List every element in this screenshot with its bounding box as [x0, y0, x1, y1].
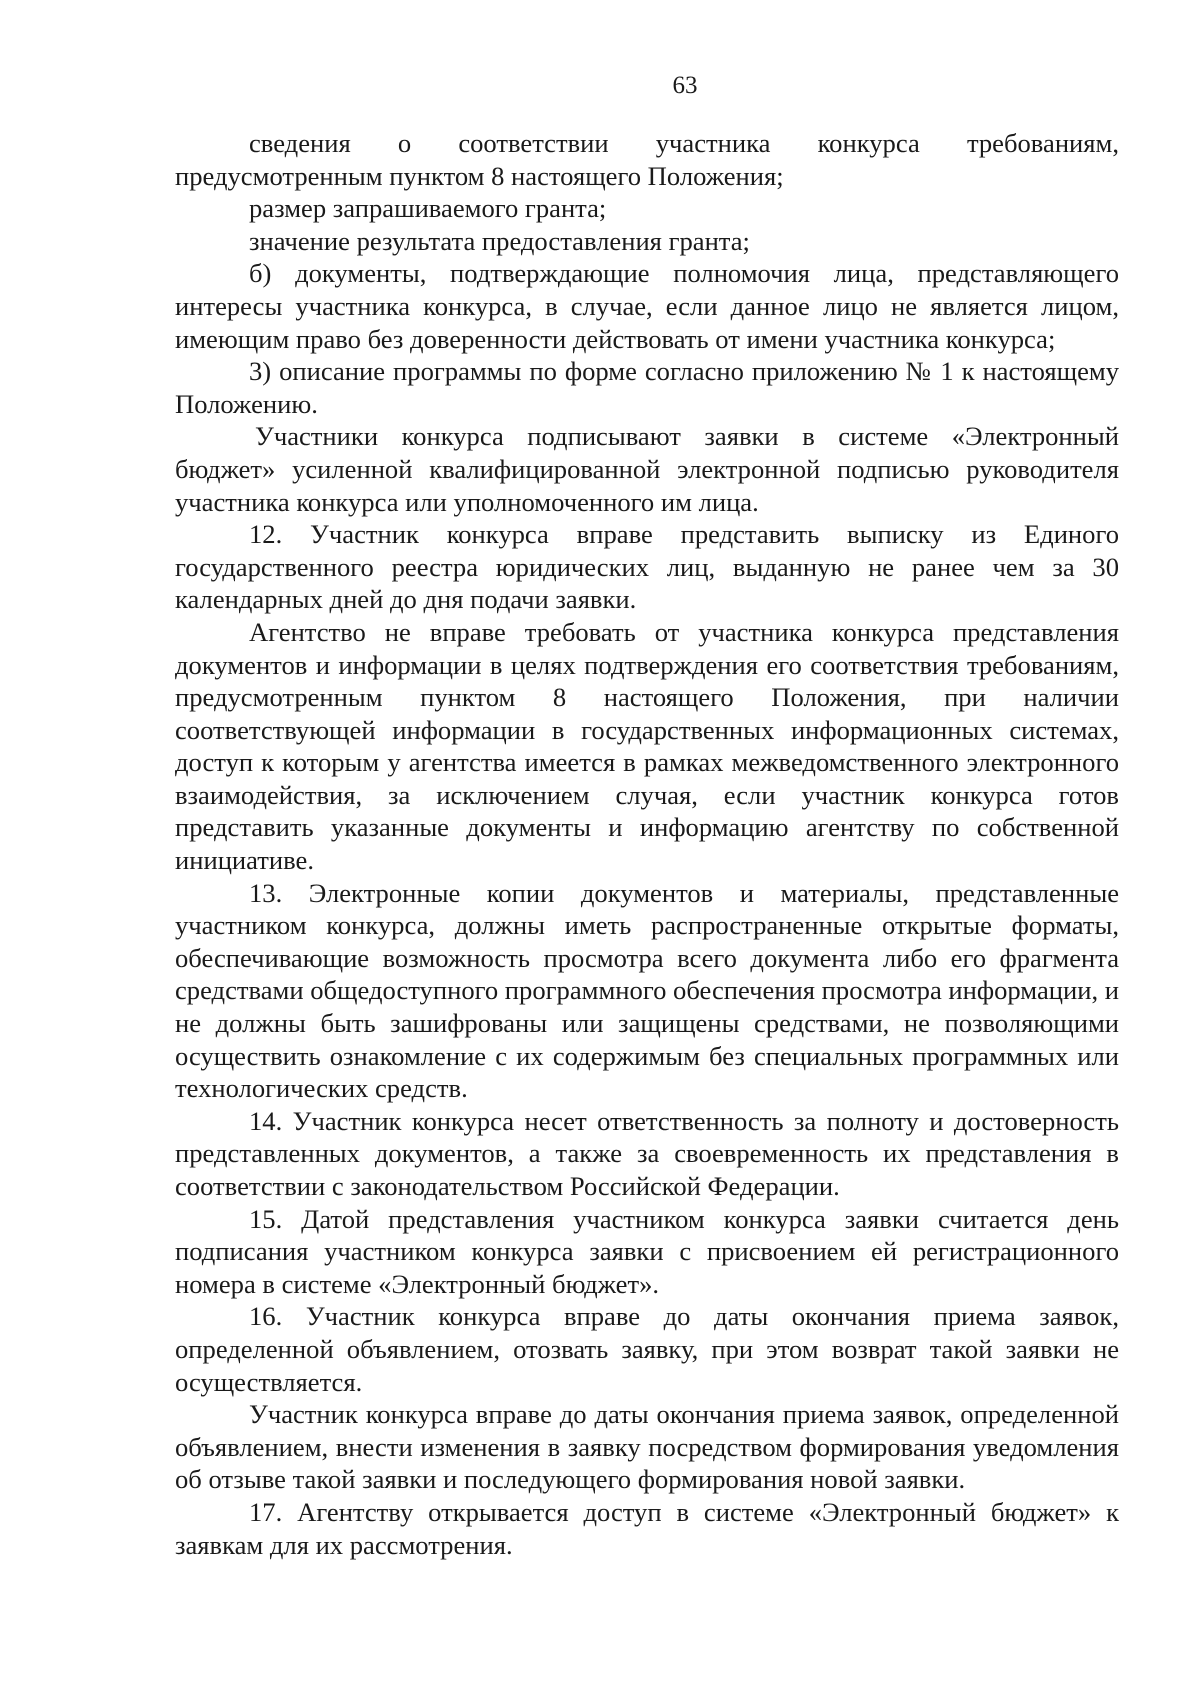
paragraph-electronic-signature: Участники конкурса подписывают заявки в системе «Электронный бюджет» усиленной квалифицированной электронной подписью руководителя участника конкурса или уполномоченного им лица.: [175, 421, 1119, 517]
paragraph-subitem-b-authority-documents: б) документы, подтверждающие полномочия лица, представляющего интересы участника конкурса, в случае, если данное лицо не является лицом, имеющим право без доверенности действовать от имени участника конкурса;: [175, 258, 1119, 354]
paragraph-grant-result-value: значение результата предоставления гранта;: [249, 225, 750, 256]
paragraph-13-electronic-copies: 13. Электронные копии документов и материалы, представленные участником конкурса, должны иметь распространенные открытые форматы, обеспечивающие возможность просмотра всего документа либо его фрагмента средствами общедоступного программного обеспечения просмотра информации, и не должны быть зашифрованы или защищены средствами, не позволяющими осуществить ознакомление с их содержимым без специальных программных или технологических средств.: [175, 877, 1119, 1104]
document-body: [175, 127, 1119, 1561]
paragraph-17-agency-access: 17. Агентству открывается доступ в системе «Электронный бюджет» к заявкам для их рассмотрения.: [175, 1496, 1119, 1560]
paragraph-item-3-program-description: 3) описание программы по форме согласно приложению № 1 к настоящему Положению.: [175, 356, 1119, 419]
paragraph-participant-compliance-info: сведения о соответствии участника конкурса требованиям, предусмотренным пунктом 8 настоящего Положения;: [175, 128, 1119, 191]
paragraph-15-submission-date: 15. Датой представления участником конкурса заявки считается день подписания участником конкурса заявки с присвоением ей регистрационного номера в системе «Электронный бюджет».: [175, 1203, 1119, 1299]
paragraph-grant-size: размер запрашиваемого гранта;: [249, 193, 607, 224]
paragraph-14-responsibility: 14. Участник конкурса несет ответственность за полноту и достоверность представленных документов, а также за своевременность их представления в соответствии с законодательством Российской Федерации.: [175, 1105, 1119, 1201]
paragraph-16-withdraw-application: 16. Участник конкурса вправе до даты окончания приема заявок, определенной объявлением, отозвать заявку, при этом возврат такой заявки не осуществляется.: [175, 1301, 1119, 1397]
page-number: 63: [672, 72, 698, 99]
paragraph-12-registry-extract: 12. Участник конкурса вправе представить выписку из Единого государственного реестра юридических лиц, выданную не ранее чем за 30 календарных дней до дня подачи заявки.: [175, 519, 1119, 615]
paragraph-agency-may-not-require: Агентство не вправе требовать от участника конкурса представления документов и информации в целях подтверждения его соответствия требованиям, предусмотренным пунктом 8 настоящего Положения, при наличии соответствующей информации в государственных информационных системах, доступ к которым у агентства имеется в рамках межведомственного электронного взаимодействия, за исключением случая, если участник конкурса готов представить указанные документы и информацию агентству по собственной инициативе.: [175, 616, 1119, 876]
paragraph-application-changes: Участник конкурса вправе до даты окончания приема заявок, определенной объявлением, внести изменения в заявку посредством формирования уведомления об отзыве такой заявки и последующего формирования новой заявки.: [175, 1399, 1119, 1495]
